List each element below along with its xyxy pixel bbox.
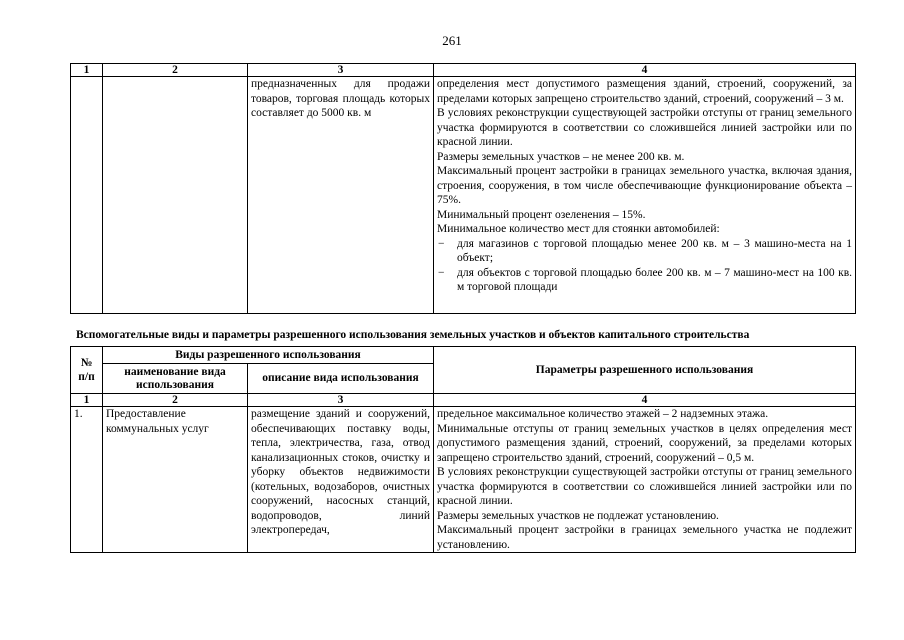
- use-name-header: наименование вида использования: [103, 364, 248, 394]
- table-row: [71, 407, 856, 553]
- parameter-paragraph: Минимальное количество мест для стоянки автомобилей:: [437, 223, 720, 235]
- column-number: 4: [434, 64, 856, 77]
- column-number: 3: [248, 64, 434, 77]
- row-number-header: № п/п: [71, 347, 103, 394]
- parameter-paragraph: Размеры земельных участков не подлежат установлению.: [437, 509, 719, 522]
- list-item: − для объектов с торговой площадью более 200 кв. м – 7 машино-мест на 100 кв. м торговой площади: [437, 266, 852, 295]
- parking-requirements-list: [437, 237, 852, 295]
- use-parameters-cell: [434, 77, 856, 314]
- use-parameters-cell: [434, 407, 856, 553]
- column-number: 1: [71, 64, 103, 77]
- section-heading: Вспомогательные виды и параметры разрешенного использования земельных участков и объектов капитального строительства: [76, 329, 750, 341]
- parameter-paragraph: предельное максимальное количество этажей – 2 надземных этажа.: [437, 408, 769, 420]
- parameter-paragraph: Максимальный процент застройки в границах земельного участка не подлежит установлению.: [437, 524, 852, 551]
- row-number-cell: [71, 77, 103, 314]
- parameter-paragraph: Размеры земельных участков – не менее 200 кв. м.: [437, 150, 685, 163]
- parameter-paragraph: В условиях реконструкции существующей застройки отступы от границ земельного участка формируются в соответствии со сложившейся линией застройки или по красной линии.: [437, 466, 852, 507]
- use-description-header: описание вида использования: [248, 364, 434, 394]
- use-name-cell: [103, 77, 248, 314]
- use-name-cell: Предоставление коммунальных услуг: [103, 407, 248, 553]
- column-number: 4: [434, 394, 856, 407]
- column-number-row: [71, 394, 856, 407]
- table-header-row: [71, 347, 856, 364]
- column-number: 3: [248, 394, 434, 407]
- parameter-paragraph: В условиях реконструкции существующей застройки отступы от границ земельного участка формируются в соответствии со сложившейся линией застройки или по красной линии.: [437, 107, 852, 148]
- row-number-cell: 1.: [71, 407, 103, 553]
- list-item: − для магазинов с торговой площадью менее 200 кв. м – 3 машино-места на 1 объект;: [437, 237, 852, 266]
- parameter-paragraph: определения мест допустимого размещения зданий, строений, сооружений, за пределами которых запрещено строительство зданий, строений, сооружений – 3 м.: [437, 78, 852, 105]
- column-number-row: [71, 64, 856, 77]
- page-number: 261: [442, 33, 462, 48]
- column-number: 2: [103, 394, 248, 407]
- auxiliary-use-table: [70, 346, 856, 553]
- use-types-group-header: Виды разрешенного использования: [103, 347, 434, 364]
- column-number: 2: [103, 64, 248, 77]
- main-use-table-continuation: [70, 63, 856, 314]
- parameter-paragraph: Минимальные отступы от границ земельных участков в целях определения мест допустимого размещения зданий, строений, сооружений, за пределами которых запрещено строительство зданий, строений, сооружений – 0,5 м.: [437, 422, 852, 464]
- parameter-paragraph: Минимальный процент озеленения – 15%.: [437, 208, 646, 221]
- use-description-cell: размещение зданий и сооружений, обеспечивающих поставку воды, тепла, электричества, газа, отвод канализационных стоков, очистку и уборку объектов недвижимости (котельных, водозаборов, очистных сооружений, насосных станций, водопроводов, линий электропередач,: [248, 407, 434, 553]
- table-row: [71, 77, 856, 314]
- parameter-paragraph: Максимальный процент застройки в границах земельного участка, включая здания, строения, сооружения, в том числе обеспечивающие функционирование объекта – 75%.: [437, 165, 852, 206]
- use-description-cell: предназначенных для продажи товаров, торговая площадь которых составляет до 5000 кв. м: [248, 77, 434, 314]
- column-number: 1: [71, 394, 103, 407]
- parameters-header: Параметры разрешенного использования: [434, 347, 856, 394]
